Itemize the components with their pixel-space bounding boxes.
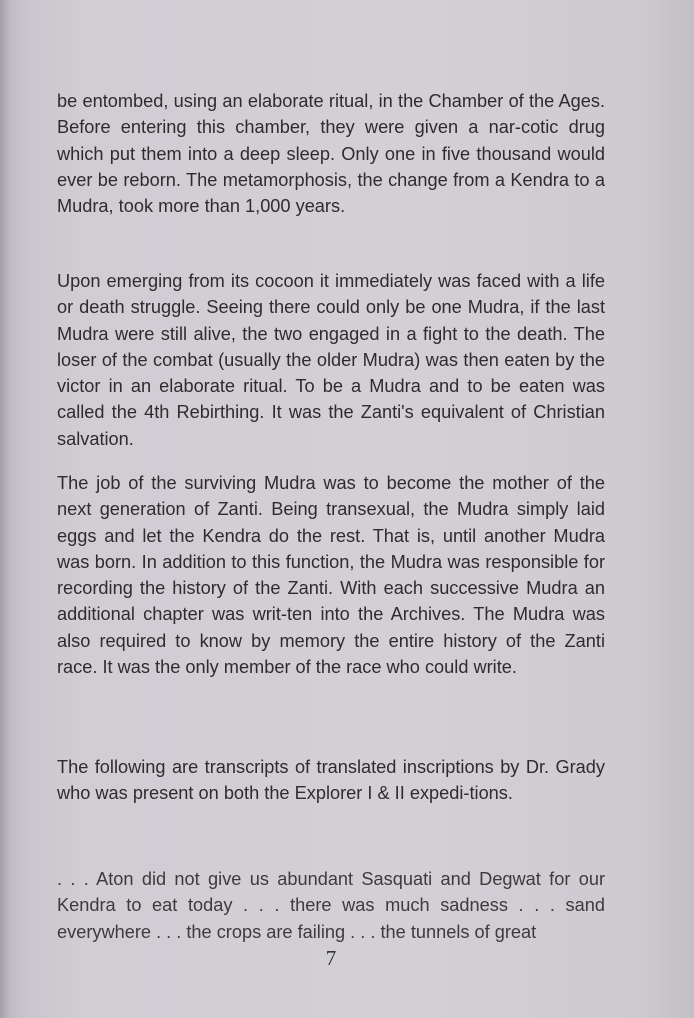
paragraph-cocoon-struggle: Upon emerging from its cocoon it immediately was faced with a life or death struggle. Seeing there could only be one Mudra, if the last Mudra were still alive, the two engaged in a fight to the death. The loser of the combat (usually the older Mudra) was then eaten by the victor in an elaborate ritual. To be a Mudra and to be eaten was called the 4th Rebirthing. It was the Zanti's equivalent of Christian salvation.	[57, 271, 605, 449]
page-fold-shadow	[0, 0, 10, 1018]
paragraph-inscription-excerpt: . . . Aton did not give us abundant Sasquati and Degwat for our Kendra to eat today . . . there was much sadness . . . sand everywhere . . . the crops are failing . . . the tunnels of great	[57, 869, 605, 942]
page-number: 7	[325, 946, 337, 970]
paragraph-transcripts-intro: The following are transcripts of translated inscriptions by Dr. Grady who was present on both the Explorer I & II expedi-tions.	[57, 757, 605, 804]
paragraph-surviving-mudra: The job of the surviving Mudra was to become the mother of the next generation of Zanti. Being transexual, the Mudra simply laid eggs and let the Kendra do the rest. That is, until another Mudra was born. In addition to this function, the Mudra was responsible for recording the history of the Zanti. With each successive Mudra an additional chapter was writ-ten into the Archives. The Mudra was also required to know by memory the entire history of the Zanti race. It was the only member of the race who could write.	[57, 473, 605, 678]
paragraph-chamber-of-ages: be entombed, using an elaborate ritual, in the Chamber of the Ages. Before entering this chamber, they were given a nar-cotic drug which put them into a deep sleep. Only one in five thousand would ever be reborn. The metamorphosis, the change from a Kendra to a Mudra, took more than 1,000 years.	[57, 91, 605, 217]
